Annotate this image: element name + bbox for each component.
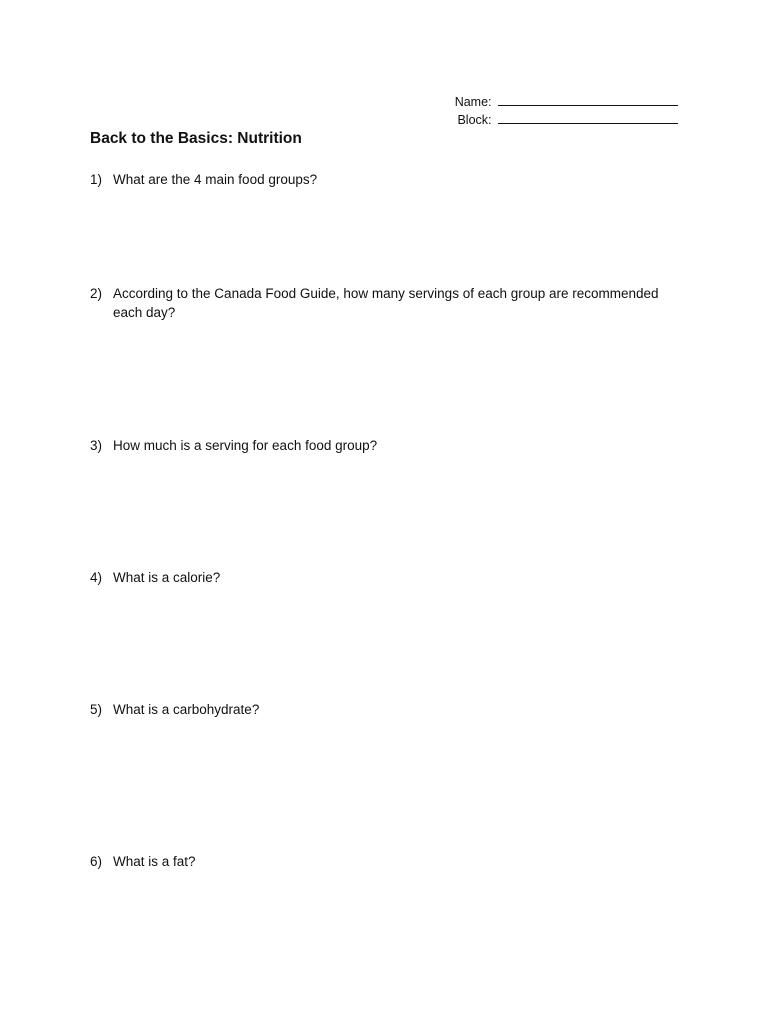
question-number: 2) bbox=[90, 286, 103, 301]
question-1 bbox=[90, 170, 680, 189]
name-blank-line[interactable] bbox=[498, 93, 678, 106]
worksheet-title: Back to the Basics: Nutrition bbox=[90, 130, 302, 147]
question-text: How much is a serving for each food group? bbox=[113, 438, 378, 453]
question-text: What are the 4 main food groups? bbox=[113, 172, 318, 187]
block-field-row bbox=[455, 111, 678, 129]
question-text: What is a fat? bbox=[113, 854, 196, 869]
question-2 bbox=[90, 284, 680, 322]
question-5 bbox=[90, 700, 680, 719]
question-number: 4) bbox=[90, 570, 103, 585]
name-label: Name: bbox=[454, 95, 492, 109]
question-3 bbox=[90, 436, 680, 455]
question-number: 5) bbox=[90, 702, 103, 717]
block-label: Block: bbox=[457, 113, 492, 127]
name-field-row bbox=[455, 93, 678, 111]
question-number: 1) bbox=[90, 172, 103, 187]
block-blank-line[interactable] bbox=[498, 111, 678, 124]
student-info-fields bbox=[455, 93, 678, 129]
question-4 bbox=[90, 568, 680, 587]
question-6 bbox=[90, 852, 680, 871]
question-text: According to the Canada Food Guide, how many servings of each group are recommended each day? bbox=[113, 286, 659, 320]
question-number: 6) bbox=[90, 854, 103, 869]
question-number: 3) bbox=[90, 438, 103, 453]
question-text: What is a calorie? bbox=[113, 570, 221, 585]
question-text: What is a carbohydrate? bbox=[113, 702, 260, 717]
